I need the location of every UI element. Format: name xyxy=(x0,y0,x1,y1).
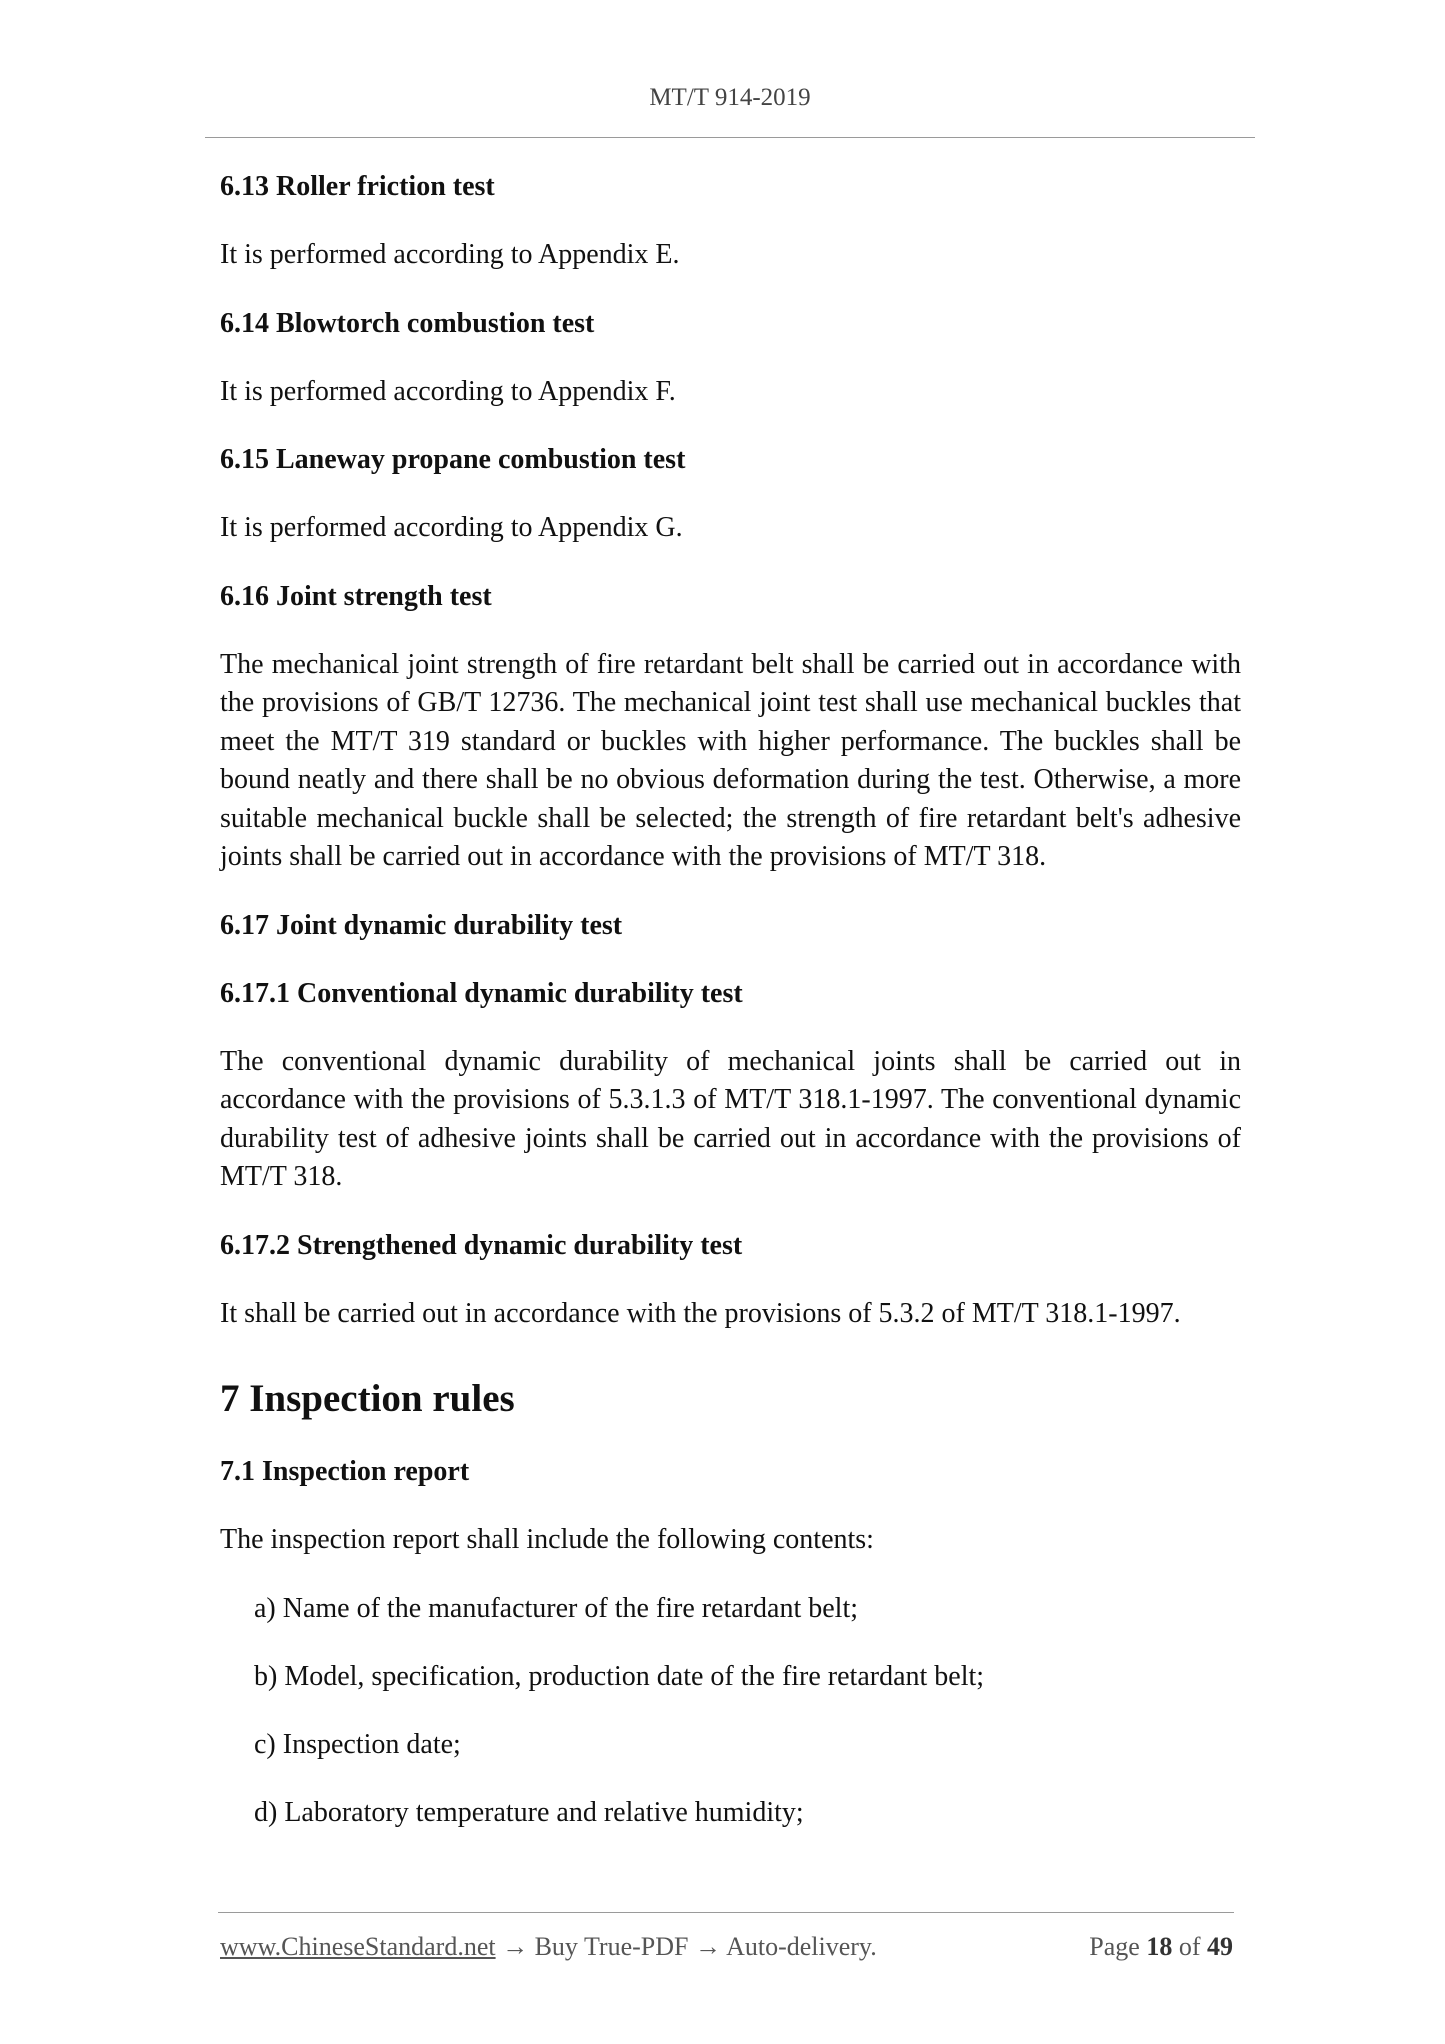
document-body xyxy=(220,168,1241,1862)
paragraph-7-1: The inspection report shall include the following contents: xyxy=(220,1524,874,1555)
heading-6-14: 6.14 Blowtorch combustion test xyxy=(220,307,595,339)
running-header: MT/T 914-2019 xyxy=(649,84,811,111)
heading-6-17-2: 6.17.2 Strengthened dynamic durability test xyxy=(220,1229,743,1261)
heading-7-1: 7.1 Inspection report xyxy=(220,1456,470,1487)
footer-divider xyxy=(218,1912,1234,1913)
paragraph-6-13: It is performed according to Appendix E. xyxy=(220,239,680,270)
list-item: c) Inspection date; xyxy=(254,1728,461,1760)
header-divider xyxy=(205,137,1255,138)
page-indicator xyxy=(1089,1932,1233,1962)
list-item: d) Laboratory temperature and relative humidity; xyxy=(254,1796,804,1828)
site-link[interactable]: www.ChineseStandard.net xyxy=(220,1932,496,1961)
paragraph-6-15: It is performed according to Appendix G. xyxy=(220,512,683,543)
paragraph-6-16: The mechanical joint strength of fire retardant belt shall be carried out in accordance with the provisions of GB/T 12736. The mechanical joint test shall use mechanical buckles that meet the MT/T 319 standard or buckles with higher performance. The buckles shall be bound neatly and there shall be no obvious deformation during the test. Otherwise, a more suitable mechanical buckle shall be selected; the strength of fire retardant belt's adhesive joints shall be carried out in accordance with the provisions of MT/T 318. xyxy=(220,648,1241,872)
heading-6-17-1: 6.17.1 Conventional dynamic durability test xyxy=(220,977,743,1009)
arrow-right-icon: → xyxy=(695,1932,721,1961)
page-label: Page xyxy=(1089,1932,1140,1961)
page-number: 18 xyxy=(1146,1932,1173,1961)
heading-6-13: 6.13 Roller friction test xyxy=(220,171,495,202)
list-item: b) Model, specification, production date of the fire retardant belt; xyxy=(254,1660,985,1692)
arrow-right-icon: → xyxy=(502,1932,529,1961)
heading-6-16: 6.16 Joint strength test xyxy=(220,580,492,612)
heading-6-17: 6.17 Joint dynamic durability test xyxy=(220,909,623,941)
buy-text: Buy True-PDF xyxy=(534,1932,689,1961)
delivery-text: Auto-delivery. xyxy=(726,1932,877,1961)
paragraph-6-14: It is performed according to Appendix F. xyxy=(220,375,676,407)
paragraph-6-17-2: It shall be carried out in accordance with the provisions of 5.3.2 of MT/T 318.1-1997. xyxy=(220,1297,1181,1329)
footer-promo xyxy=(220,1932,877,1962)
page-total: 49 xyxy=(1207,1932,1233,1961)
chapter-heading-7: 7 Inspection rules xyxy=(220,1377,515,1420)
list-item: a) Name of the manufacturer of the fire retardant belt; xyxy=(254,1592,859,1624)
heading-6-15: 6.15 Laneway propane combustion test xyxy=(220,444,686,475)
of-label: of xyxy=(1178,1932,1201,1961)
paragraph-6-17-1: The conventional dynamic durability of mechanical joints shall be carried out in accordance with the provisions of 5.3.1.3 of MT/T 318.1-1997. The conventional dynamic durability test of adhesive joints shall be carried out in accordance with the provisions of MT/T 318. xyxy=(220,1045,1241,1192)
